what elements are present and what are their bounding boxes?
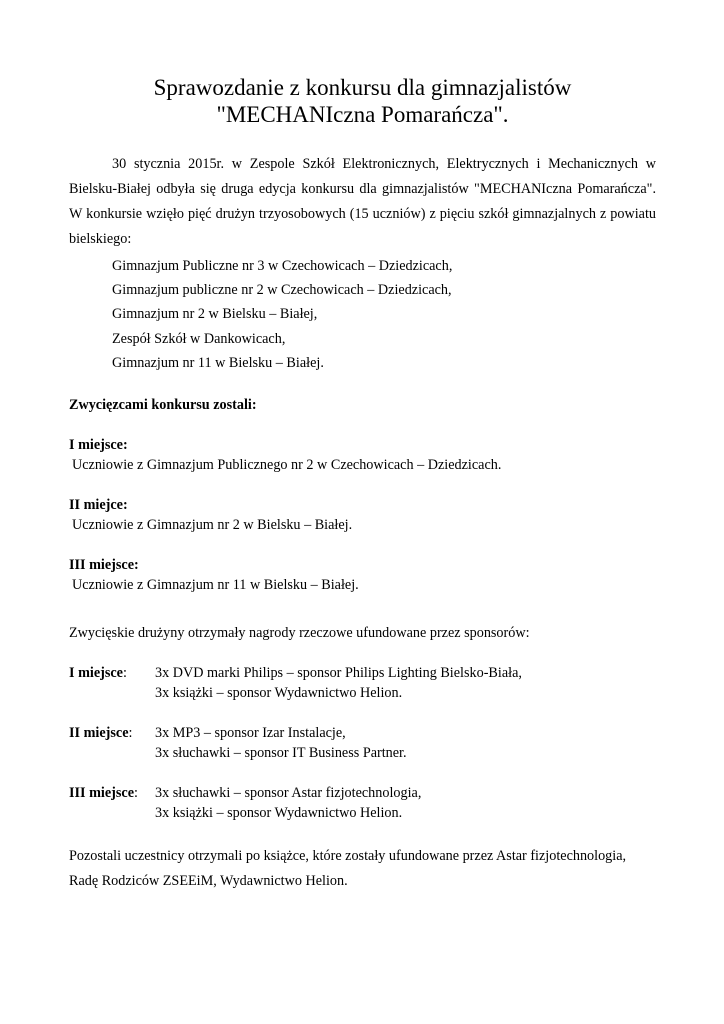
prize-item: 3x MP3 – sponsor Izar Instalacje, (155, 725, 346, 742)
prize-item: 3x słuchawki – sponsor IT Business Partner. (155, 745, 407, 762)
place-block-2 (69, 495, 656, 535)
prize-items (155, 663, 522, 703)
place-label: II miejce: (69, 497, 128, 514)
prize-label (69, 663, 155, 703)
document-page (69, 74, 656, 894)
prize-label-text: I miejsce (69, 665, 123, 682)
schools-list (112, 254, 656, 375)
prize-row-2 (69, 723, 656, 763)
prize-item: 3x słuchawki – sponsor Astar fizjotechnologia, (155, 785, 422, 802)
prize-row-1 (69, 663, 656, 703)
intro-paragraph: 30 stycznia 2015r. w Zespole Szkół Elektronicznych, Elektrycznych i Mechanicznych w Bielsku-Białej odbyła się druga edycja konkursu dla gimnazjalistów "MECHANIczna Pomarańcza". W konkursie wzięło pięć drużyn trzyosobowych (15 uczniów) z pięciu szkół gimnazjalnych z powiatu bielskiego: (69, 156, 656, 247)
prize-label-text: II miejsce (69, 725, 129, 742)
place-text: Uczniowie z Gimnazjum nr 2 w Bielsku – Białej. (72, 517, 353, 534)
prize-item: 3x książki – sponsor Wydawnictwo Helion. (155, 685, 403, 702)
title-line-1: Sprawozdanie z konkursu dla gimnazjalistów (153, 75, 572, 100)
place-label: III miejsce: (69, 557, 139, 574)
closing-paragraph: Pozostali uczestnicy otrzymali po książce, które zostały ufundowane przez Astar fizjotechnologia, Radę Rodziców ZSEEiM, Wydawnictwo Helion. (69, 848, 627, 890)
prize-row-3 (69, 783, 656, 823)
prize-items (155, 783, 421, 823)
school-item: Zespół Szkół w Dankowicach, (112, 330, 286, 347)
school-item: Gimnazjum nr 11 w Bielsku – Białej. (112, 354, 324, 371)
prize-label (69, 783, 155, 823)
winners-heading: Zwycięzcami konkursu zostali: (69, 397, 257, 414)
place-block-3 (69, 555, 656, 595)
place-label: I miejsce: (69, 437, 128, 454)
prize-label (69, 723, 155, 763)
prize-items (155, 723, 407, 763)
document-title (69, 74, 656, 128)
prize-label-suffix: : (128, 725, 133, 742)
school-item: Gimnazjum publiczne nr 2 w Czechowicach – Dziedzicach, (112, 282, 452, 299)
prize-item: 3x DVD marki Philips – sponsor Philips Lighting Bielsko-Biała, (155, 665, 522, 682)
prize-label-suffix: : (122, 665, 127, 682)
prize-item: 3x książki – sponsor Wydawnictwo Helion. (155, 805, 403, 822)
place-text: Uczniowie z Gimnazjum nr 11 w Bielsku – Białej. (72, 577, 359, 594)
place-block-1 (69, 435, 656, 475)
prize-label-suffix: : (134, 785, 138, 802)
prize-label-text: III miejsce (69, 785, 135, 802)
school-item: Gimnazjum nr 2 w Bielsku – Białej, (112, 306, 318, 323)
prizes-intro: Zwycięskie drużyny otrzymały nagrody rzeczowe ufundowane przez sponsorów: (69, 625, 530, 642)
title-line-2: "MECHANIczna Pomarańcza". (216, 102, 509, 127)
place-text: Uczniowie z Gimnazjum Publicznego nr 2 w Czechowicach – Dziedzicach. (72, 457, 502, 474)
school-item: Gimnazjum Publiczne nr 3 w Czechowicach – Dziedzicach, (112, 258, 453, 274)
